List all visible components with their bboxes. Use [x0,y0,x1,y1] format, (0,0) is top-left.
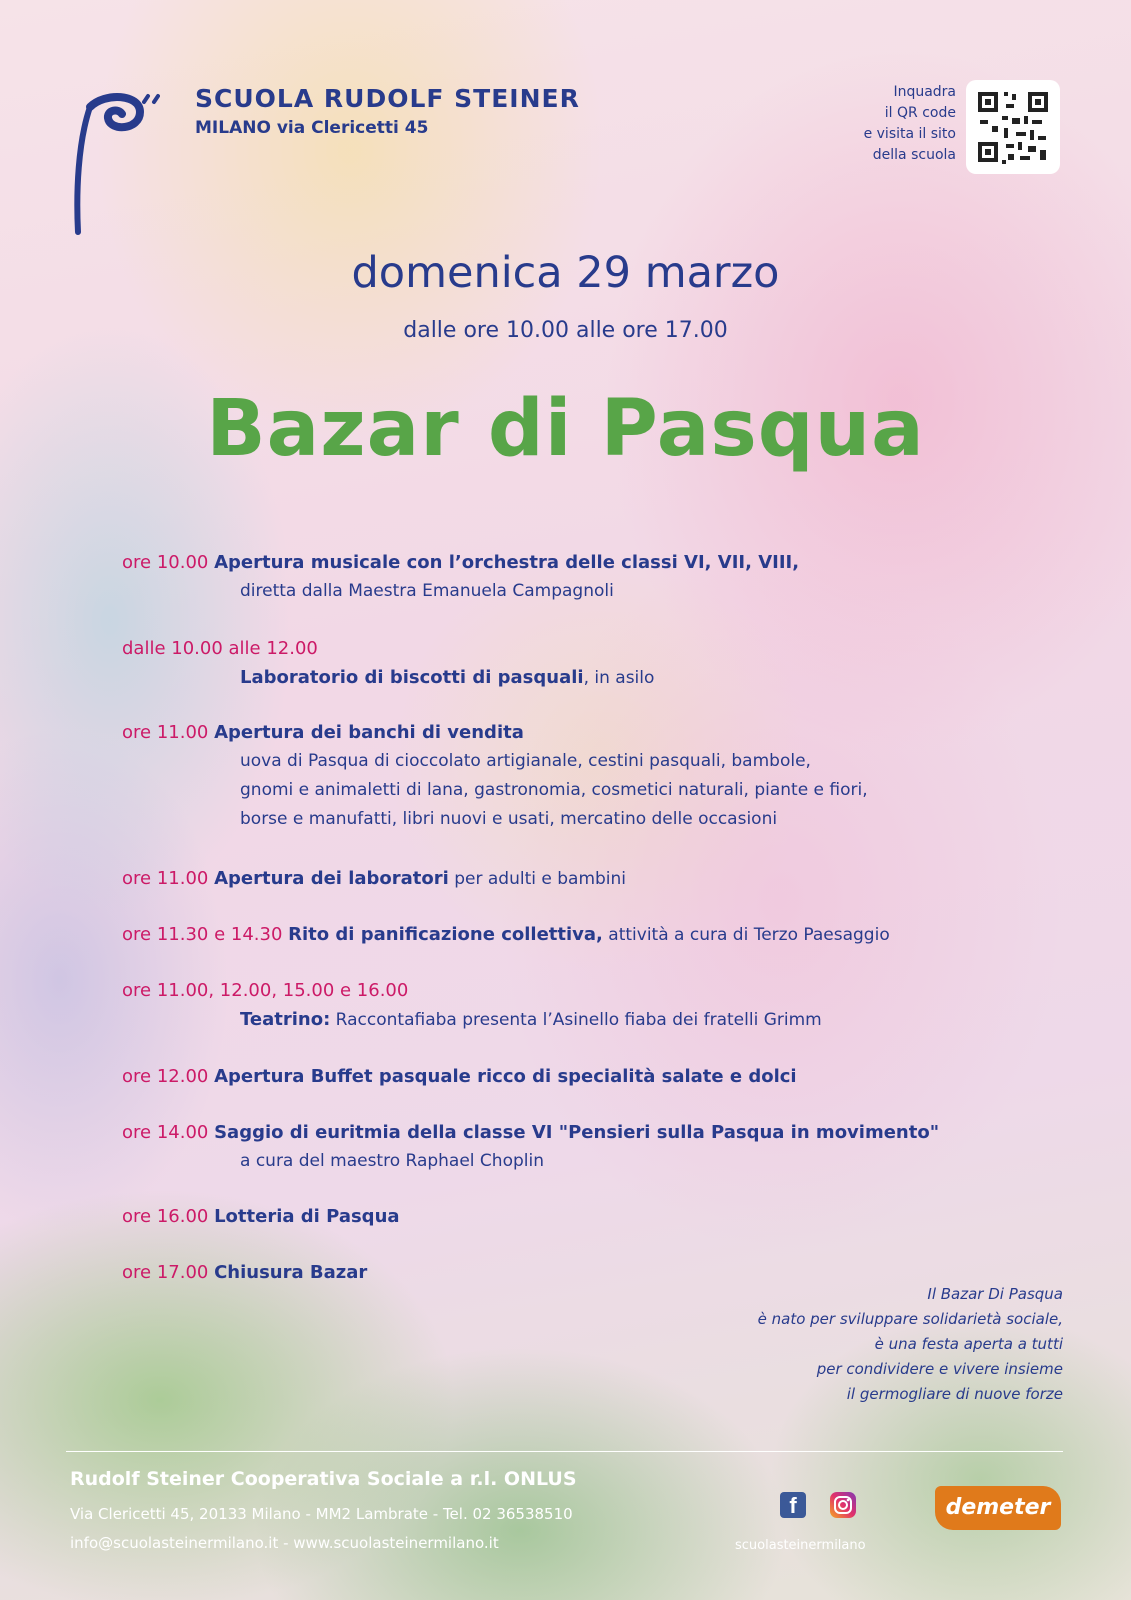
footer-divider [66,1451,1063,1452]
schedule-detail: uova di Pasqua di cioccolato artigianale, cestini pasquali, bambole, [240,751,811,771]
closing-note-line: per condividere e vivere insieme [816,1360,1063,1378]
event-date: domenica 29 marzo [351,248,780,298]
schedule-desc: , in asilo [583,668,655,688]
event-title: Bazar di Pasqua [206,384,925,474]
qr-caption-line: della scuola [872,147,956,163]
schedule-item [122,864,1072,894]
schedule-time: ore 11.00, 12.00, 15.00 e 16.00 [122,980,409,1001]
schedule-time: ore 17.00 [122,1262,209,1283]
schedule-detail: gnomi e animaletti di lana, gastronomia, cosmetici naturali, piante e fiori, [240,780,868,800]
schedule-detail: a cura del maestro Raphael Choplin [240,1151,544,1171]
schedule-detail: diretta dalla Maestra Emanuela Campagnoli [240,581,614,601]
closing-note-line: il germogliare di nuove forze [846,1385,1063,1403]
schedule-time: ore 14.00 [122,1122,209,1143]
schedule-time: ore 12.00 [122,1066,209,1087]
schedule-head: Saggio di euritmia della classe VI "Pensieri sulla Pasqua in movimento" [214,1122,940,1143]
schedule-head: Apertura dei banchi di vendita [214,722,524,743]
school-logo-icon [70,82,160,242]
schedule-head: Rito di panificazione collettiva, [288,924,603,945]
closing-note-line: Il Bazar Di Pasqua [927,1285,1063,1303]
schedule-head: Lotteria di Pasqua [214,1206,400,1227]
schedule-head: Chiusura Bazar [214,1262,368,1283]
schedule-time: ore 11.00 [122,868,209,889]
schedule-item [122,548,1072,606]
schedule-head: Laboratorio di biscotti di pasquali [240,667,584,688]
instagram-glyph [830,1492,856,1518]
qr-caption-line: Inquadra [893,84,956,100]
schedule-time: ore 11.30 e 14.30 [122,924,283,945]
qr-caption-line: il QR code [884,105,956,121]
schedule-item [122,976,1072,1035]
schedule-head: Apertura musicale con l’orchestra delle classi VI, VII, VIII, [214,552,800,573]
school-address: MILANO via Clericetti 45 [195,118,429,138]
schedule-item [122,1118,1072,1176]
qr-code-frame[interactable] [966,80,1060,174]
footer-organization: Rudolf Steiner Cooperativa Sociale a r.l. ONLUS [70,1468,577,1490]
schedule-time: ore 11.00 [122,722,209,743]
closing-note [663,1282,1063,1407]
qr-caption-line: e visita il sito [863,126,956,142]
schedule-item [122,1202,1072,1231]
schedule-detail: borse e manufatti, libri nuovi e usati, mercatino delle occasioni [240,809,778,829]
schedule-item [122,920,1072,950]
footer-contacts[interactable]: info@scuolasteinermilano.it - www.scuolasteinermilano.it [70,1534,499,1552]
schedule-time: dalle 10.00 alle 12.00 [122,638,318,659]
schedule-head: Apertura Buffet pasquale ricco di specialità salate e dolci [214,1066,797,1087]
schedule-head: Apertura dei laboratori [214,868,449,889]
qr-caption [816,82,956,166]
schedule-desc: per adulti e bambini [448,869,627,889]
schedule-item [122,1062,1072,1091]
instagram-icon[interactable] [830,1492,856,1518]
social-handle[interactable]: scuolasteinermilano [735,1538,866,1553]
closing-note-line: è una festa aperta a tutti [874,1335,1063,1353]
schedule-desc: attività a cura di Terzo Paesaggio [602,925,890,945]
event-hours: dalle ore 10.00 alle ore 17.00 [403,318,728,343]
schedule-time: ore 10.00 [122,552,209,573]
schedule-time: ore 16.00 [122,1206,209,1227]
schedule-item [122,634,1072,693]
qr-code-icon [966,80,1060,174]
schedule-item [122,718,1072,834]
closing-note-line: è nato per sviluppare solidarietà sociale, [757,1310,1063,1328]
footer-address: Via Clericetti 45, 20133 Milano - MM2 Lambrate - Tel. 02 36538510 [70,1505,573,1523]
facebook-icon[interactable]: f [780,1492,806,1518]
school-name: SCUOLA RUDOLF STEINER [195,84,580,113]
schedule-head: Teatrino: [240,1009,331,1030]
schedule-desc: Raccontafiaba presenta l’Asinello fiaba dei fratelli Grimm [330,1010,822,1030]
demeter-logo: demeter [935,1486,1061,1530]
